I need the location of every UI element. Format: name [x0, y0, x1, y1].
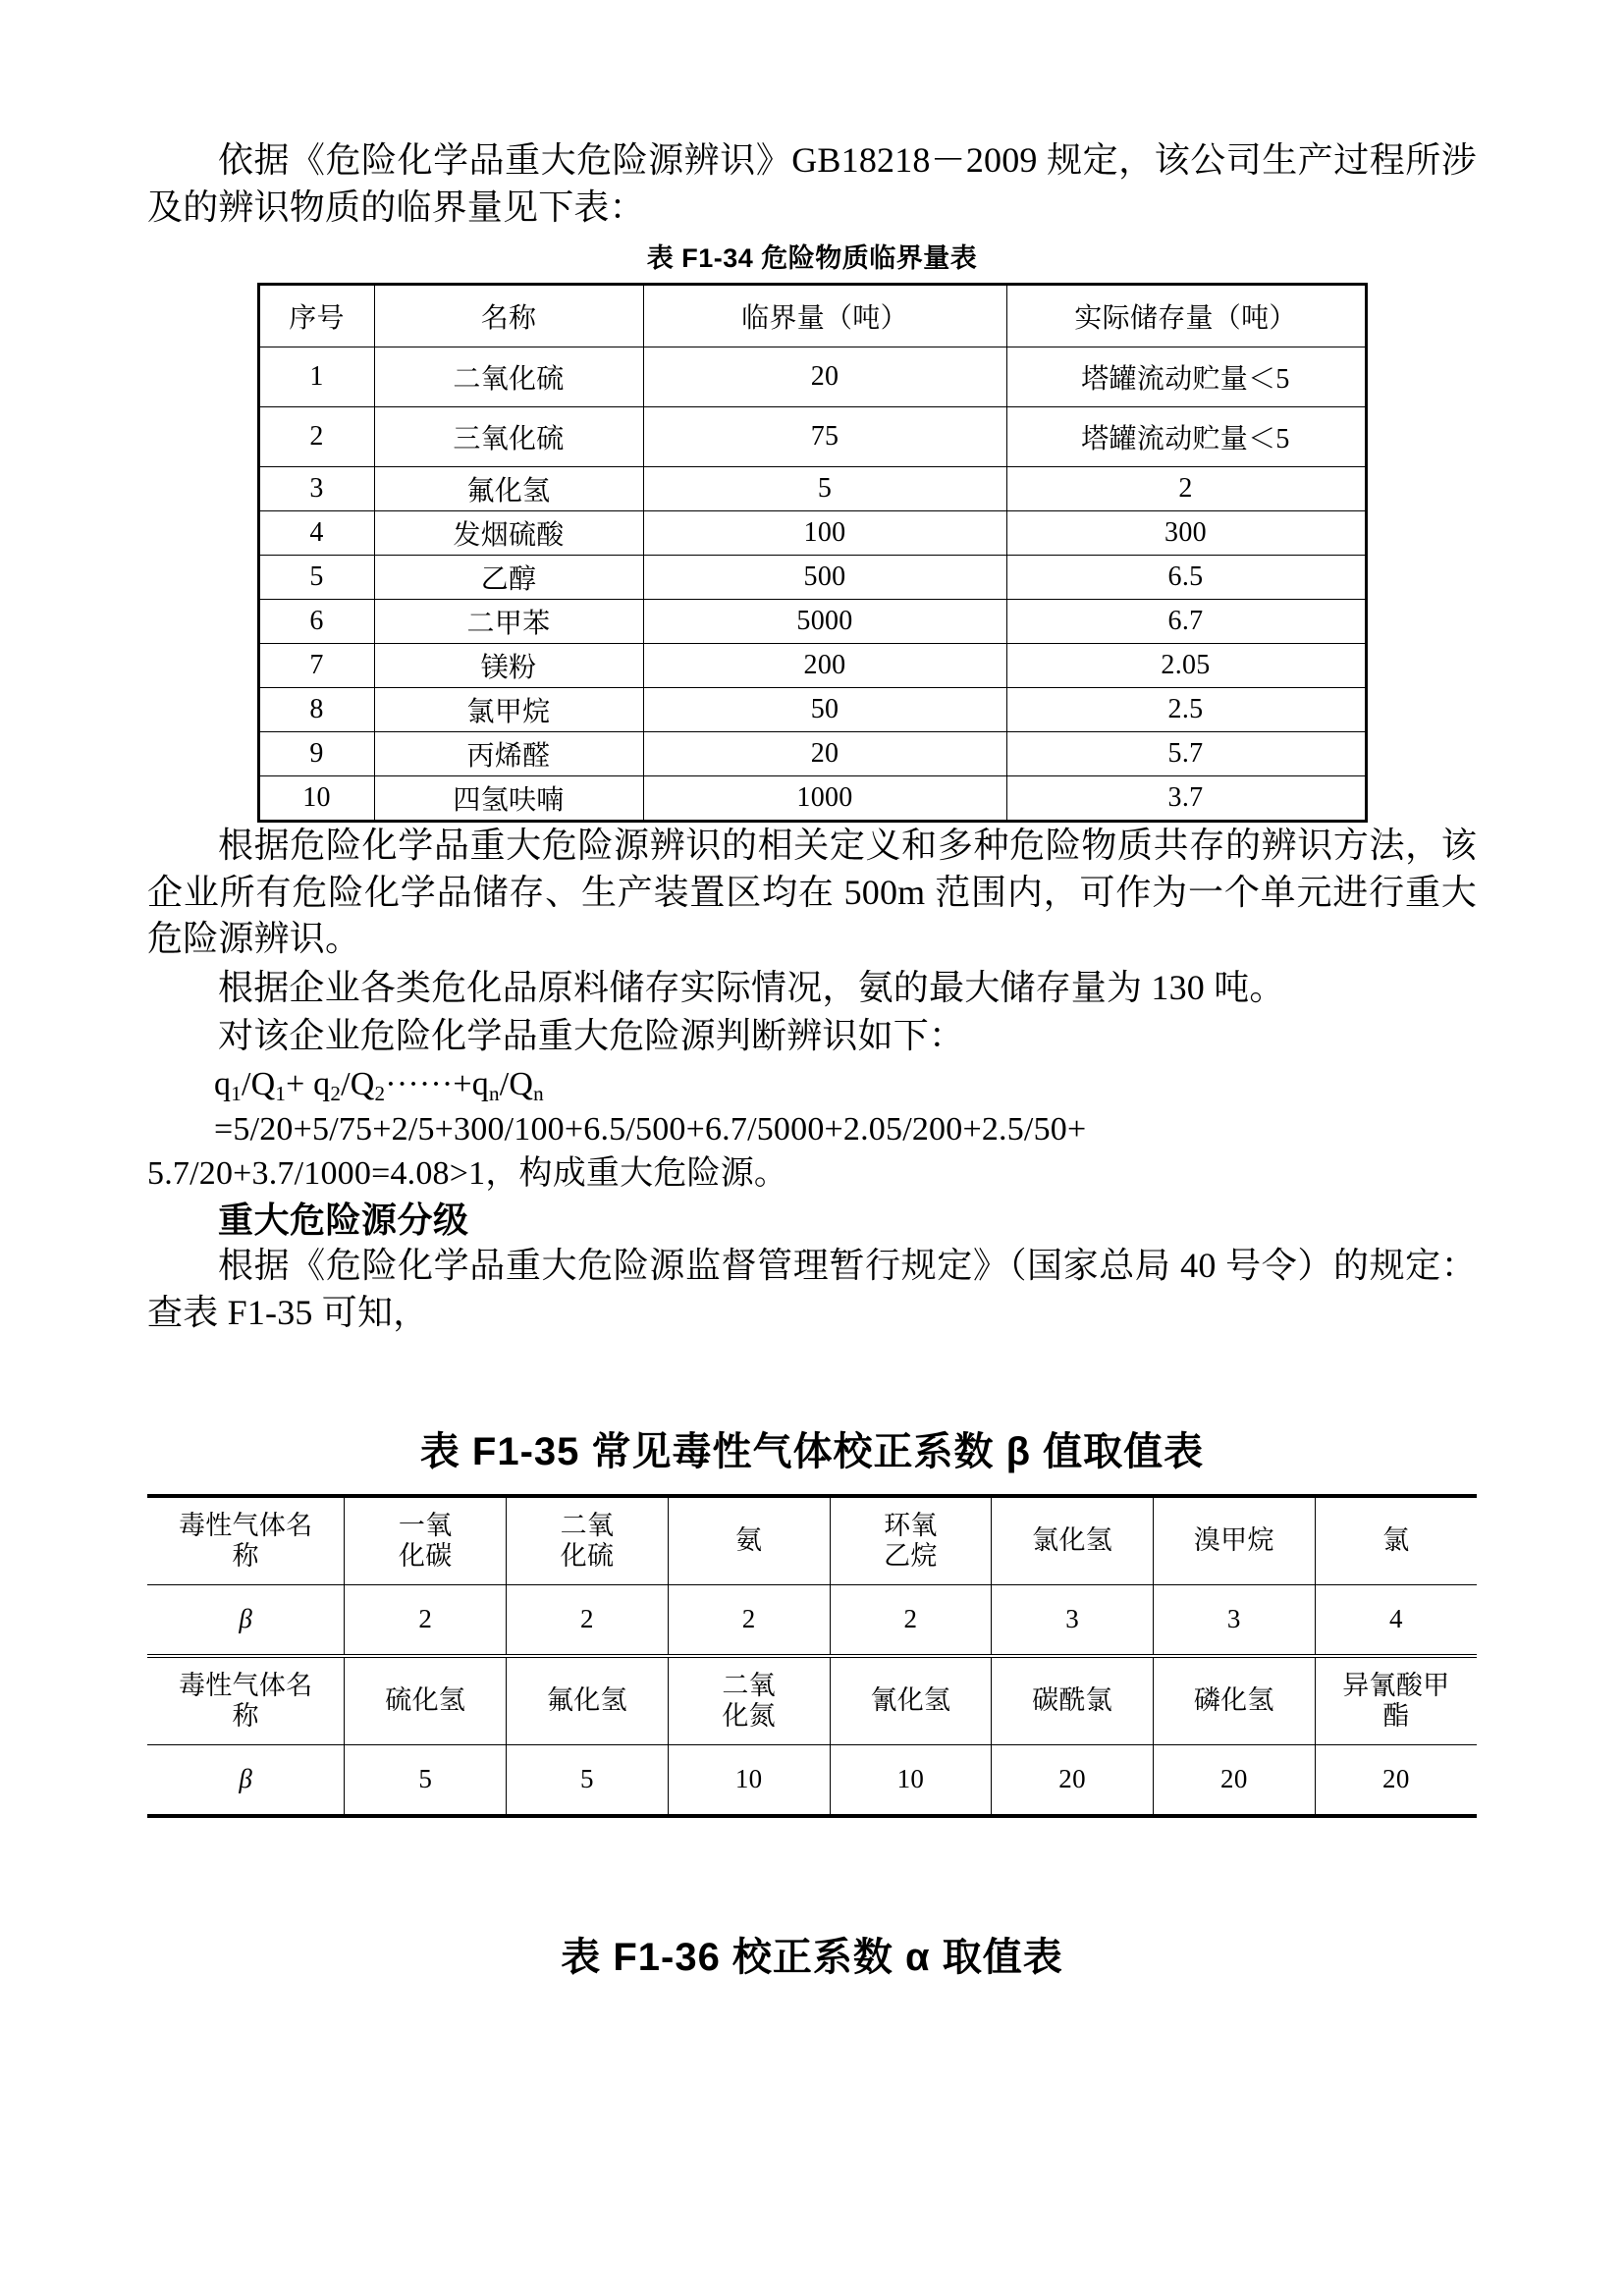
- cell-index: 7: [258, 644, 374, 688]
- beta-value-cell: 4: [1315, 1585, 1477, 1657]
- beta-value-cell: 3: [992, 1585, 1154, 1657]
- cell-limit: 5000: [643, 600, 1006, 644]
- gas-name-cell: 氟化氢: [507, 1656, 669, 1745]
- table-row: [258, 600, 1366, 644]
- table-row: [258, 732, 1366, 776]
- cell-actual: 3.7: [1006, 776, 1366, 822]
- formula-subscript: 2: [374, 1081, 386, 1105]
- beta-value-cell: 20: [1315, 1745, 1477, 1817]
- cell-name: 发烟硫酸: [374, 511, 643, 556]
- cell-index: 3: [258, 467, 374, 511]
- table-f135-title: 表 F1-35 常见毒性气体校正系数 β 值取值表: [419, 1430, 1205, 1474]
- cell-actual: 2: [1006, 467, 1366, 511]
- formula-subscript: 1: [231, 1081, 242, 1105]
- cell-actual: 塔罐流动贮量＜5: [1006, 407, 1366, 467]
- gas-name-cell: 二氧 化硫: [507, 1496, 669, 1585]
- table-f134-title: 表 F1-34 危险物质临界量表: [646, 243, 978, 274]
- beta-value-cell: 3: [1153, 1585, 1315, 1657]
- cell-index: 9: [258, 732, 374, 776]
- row-label-gas-name: 毒性气体名 称: [147, 1656, 345, 1745]
- cell-actual: 2.5: [1006, 688, 1366, 732]
- table-f136-title: 表 F1-36 校正系数 α 取值表: [561, 1936, 1063, 1980]
- formula-symbolic: [147, 1062, 1477, 1107]
- cell-index: 1: [258, 347, 374, 407]
- col-header-name: 名称: [374, 285, 643, 347]
- row-label-gas-name: 毒性气体名 称: [147, 1496, 345, 1585]
- cell-limit: 100: [643, 511, 1006, 556]
- formula-numeric-line-2: 5.7/20+3.7/1000=4.08>1，构成重大危险源。: [147, 1155, 788, 1193]
- formula-token: /Q: [341, 1065, 375, 1102]
- cell-limit: 1000: [643, 776, 1006, 822]
- table-row: [258, 556, 1366, 600]
- cell-limit: 5: [643, 467, 1006, 511]
- cell-name: 三氧化硫: [374, 407, 643, 467]
- table-f134-header-row: [258, 285, 1366, 347]
- row-label-beta: β: [147, 1585, 345, 1657]
- col-header-actual: 实际储存量（吨）: [1006, 285, 1366, 347]
- beta-value-cell: 5: [345, 1745, 507, 1817]
- cell-actual: 6.5: [1006, 556, 1366, 600]
- cell-limit: 50: [643, 688, 1006, 732]
- beta-value-cell: 20: [992, 1745, 1154, 1817]
- cell-index: 6: [258, 600, 374, 644]
- intro-paragraph: 依据《危险化学品重大危险源辨识》GB18218－2009 规定，该公司生产过程所涉及的辨识物质的临界量见下表：: [147, 140, 1477, 227]
- table-row: [258, 511, 1366, 556]
- judgement-paragraph: 对该企业危险化学品重大危险源判断辨识如下：: [218, 1016, 965, 1056]
- cell-limit: 75: [643, 407, 1006, 467]
- formula-token: /Q: [499, 1065, 534, 1102]
- spacer: [147, 1818, 1477, 1926]
- formula-subscript: 1: [275, 1081, 287, 1105]
- table-row: [258, 407, 1366, 467]
- identification-paragraph: 根据危险化学品重大危险源辨识的相关定义和多种危险物质共存的辨识方法，该企业所有危险化学品储存、生产装置区均在 500m 范围内，可作为一个单元进行重大危险源辨识。: [147, 826, 1477, 959]
- col-header-limit: 临界量（吨）: [643, 285, 1006, 347]
- gas-name-cell: 氯化氢: [992, 1496, 1154, 1585]
- cell-name: 氟化氢: [374, 467, 643, 511]
- gas-name-cell: 异氰酸甲 酯: [1315, 1656, 1477, 1745]
- formula-token: + q: [286, 1065, 331, 1102]
- table-row: [258, 688, 1366, 732]
- cell-limit: 20: [643, 347, 1006, 407]
- table-row: [258, 347, 1366, 407]
- cell-actual: 300: [1006, 511, 1366, 556]
- ammonia-paragraph: 根据企业各类危化品原料储存实际情况，氨的最大储存量为 130 吨。: [218, 967, 1285, 1007]
- table-f135-names-row-1: [147, 1496, 1477, 1585]
- cell-index: 10: [258, 776, 374, 822]
- cell-name: 四氢呋喃: [374, 776, 643, 822]
- gas-name-cell: 氯: [1315, 1496, 1477, 1585]
- gas-name-cell: 氰化氢: [830, 1656, 992, 1745]
- cell-limit: 20: [643, 732, 1006, 776]
- table-f135-beta-row-2: [147, 1745, 1477, 1817]
- cell-index: 4: [258, 511, 374, 556]
- cell-name: 氯甲烷: [374, 688, 643, 732]
- col-header-index: 序号: [258, 285, 374, 347]
- formula-token: q: [214, 1065, 232, 1102]
- beta-value-cell: 2: [830, 1585, 992, 1657]
- table-row: [258, 467, 1366, 511]
- cell-actual: 6.7: [1006, 600, 1366, 644]
- cell-name: 丙烯醛: [374, 732, 643, 776]
- formula-token: ······+q: [385, 1065, 490, 1102]
- formula-subscript: n: [533, 1081, 544, 1105]
- grading-paragraph: 根据《危险化学品重大危险源监督管理暂行规定》（国家总局 40 号令）的规定：查表 F1-35 可知，: [147, 1246, 1477, 1332]
- cell-limit: 200: [643, 644, 1006, 688]
- spacer: [147, 1338, 1477, 1420]
- beta-value-cell: 20: [1153, 1745, 1315, 1817]
- formula-numeric-line-1: =5/20+5/75+2/5+300/100+6.5/500+6.7/5000+2.05/200+2.5/50+: [214, 1110, 1087, 1148]
- gas-name-cell: 环氧 乙烷: [830, 1496, 992, 1585]
- table-f135-names-row-2: [147, 1656, 1477, 1745]
- cell-index: 2: [258, 407, 374, 467]
- cell-name: 二氧化硫: [374, 347, 643, 407]
- cell-index: 8: [258, 688, 374, 732]
- table-row: [258, 776, 1366, 822]
- row-label-beta: β: [147, 1745, 345, 1817]
- gas-name-cell: 二氧 化氮: [668, 1656, 830, 1745]
- beta-value-cell: 2: [345, 1585, 507, 1657]
- cell-actual: 塔罐流动贮量＜5: [1006, 347, 1366, 407]
- beta-value-cell: 2: [507, 1585, 669, 1657]
- table-f135-beta-row-1: [147, 1585, 1477, 1657]
- gas-name-cell: 碳酰氯: [992, 1656, 1154, 1745]
- grading-heading: 重大危险源分级: [218, 1199, 469, 1240]
- formula-token: /Q: [241, 1065, 276, 1102]
- cell-name: 二甲苯: [374, 600, 643, 644]
- cell-actual: 2.05: [1006, 644, 1366, 688]
- table-row: [258, 644, 1366, 688]
- cell-limit: 500: [643, 556, 1006, 600]
- gas-name-cell: 硫化氢: [345, 1656, 507, 1745]
- cell-index: 5: [258, 556, 374, 600]
- gas-name-cell: 溴甲烷: [1153, 1496, 1315, 1585]
- table-f134: [257, 283, 1368, 823]
- beta-value-cell: 10: [830, 1745, 992, 1817]
- gas-name-cell: 氨: [668, 1496, 830, 1585]
- beta-value-cell: 2: [668, 1585, 830, 1657]
- beta-value-cell: 10: [668, 1745, 830, 1817]
- gas-name-cell: 一氧 化碳: [345, 1496, 507, 1585]
- beta-value-cell: 5: [507, 1745, 669, 1817]
- gas-name-cell: 磷化氢: [1153, 1656, 1315, 1745]
- formula-subscript: 2: [330, 1081, 342, 1105]
- cell-name: 镁粉: [374, 644, 643, 688]
- cell-actual: 5.7: [1006, 732, 1366, 776]
- formula-subscript: n: [489, 1081, 500, 1105]
- cell-name: 乙醇: [374, 556, 643, 600]
- table-f135: [147, 1494, 1477, 1818]
